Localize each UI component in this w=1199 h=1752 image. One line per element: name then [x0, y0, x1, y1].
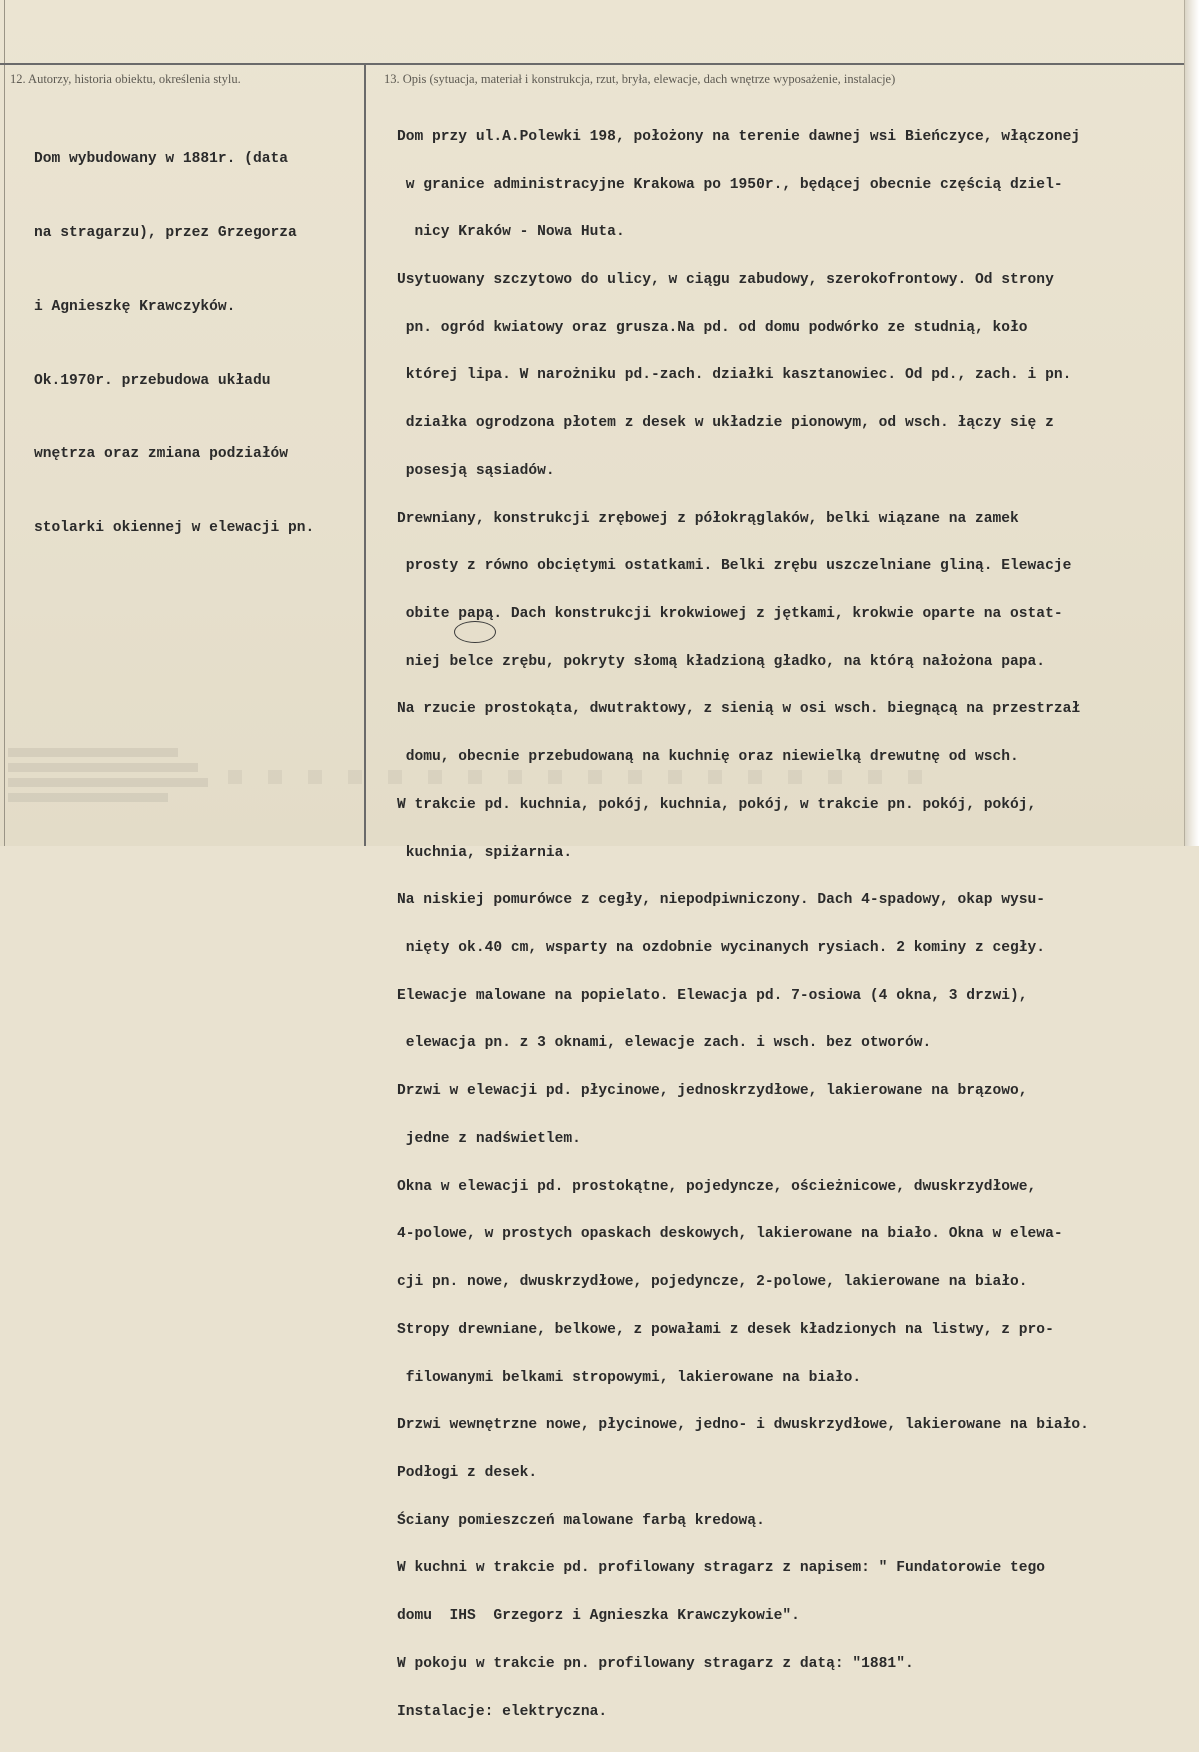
text-line: domu, obecnie przebudowaną na kuchnię oraz niewielką drewutnę od wsch. [397, 749, 1019, 766]
text-line: i Agnieszkę Krawczyków. [34, 298, 236, 315]
header-rule [0, 63, 1199, 65]
text-line: Dom wybudowany w 1881r. (data [34, 151, 288, 168]
text-line: elewacja pn. z 3 oknami, elewacje zach. i wsch. bez otworów. [397, 1035, 932, 1052]
text-line: jedne z nadświetlem. [397, 1130, 581, 1147]
text-line: na stragarzu), przez Grzegorza [34, 224, 297, 241]
text-line: Dom przy ul.A.Polewki 198, położony na terenie dawnej wsi Bieńczyce, włączonej [397, 128, 1081, 145]
text-line: cji pn. nowe, dwuskrzydłowe, pojedyncze, 2-polowe, lakierowane na biało. [397, 1274, 1028, 1291]
text-line: Usytuowany szczytowo do ulicy, w ciągu zabudowy, szerokofrontowy. Od strony [397, 271, 1054, 288]
text-line: W kuchni w trakcie pd. profilowany stragarz z napisem: " Fundatorowie tego [397, 1560, 1046, 1577]
text-line: Stropy drewniane, belkowe, z powałami z desek kładzionych na listwy, z pro- [397, 1321, 1054, 1338]
card-left-edge [4, 0, 5, 846]
text-line: pn. ogród kwiatowy oraz grusza.Na pd. od domu podwórko ze studnią, koło [397, 319, 1028, 336]
text-line: nięty ok.40 cm, wsparty na ozdobnie wycinanych rysiach. 2 kominy z cegły. [397, 940, 1046, 957]
text-line: stolarki okiennej w elewacji pn. [34, 520, 315, 537]
text-line: obite papą. Dach konstrukcji krokwiowej z jętkami, krokwie oparte na ostat- [397, 606, 1063, 622]
faded-stamp-bleedthrough [8, 742, 218, 812]
text-line: prosty z równo obciętymi ostatkami. Belki zrębu uszczelniane gliną. Elewacje [397, 558, 1072, 575]
text-line: domu IHS Grzegorz i Agnieszka Krawczykowie". [397, 1608, 800, 1625]
text-line: Na rzucie prostokąta, dwutraktowy, z sienią w osi wsch. biegnącą na przestrzał [397, 701, 1081, 718]
text-line: wnętrza oraz zmiana podziałów [34, 446, 288, 463]
text-line: filowanymi belkami stropowymi, lakierowane na biało. [397, 1369, 862, 1386]
text-line: Na niskiej pomurówce z cegły, niepodpiwniczony. Dach 4-spadowy, okap wysu- [397, 892, 1046, 909]
faded-bleedthrough-band [228, 770, 948, 784]
card-right-edge [1184, 0, 1185, 846]
section-13-text [397, 98, 1089, 1752]
text-line: Instalacje: elektryczna. [397, 1703, 608, 1720]
text-line: Drzwi wewnętrzne nowe, płycinowe, jedno- i dwuskrzydłowe, lakierowane na biało. [397, 1417, 1089, 1434]
text-line: Okna w elewacji pd. prostokątne, pojedyncze, ościeżnicowe, dwuskrzydłowe, [397, 1178, 1037, 1195]
text-line: posesją sąsiadów. [397, 462, 555, 479]
column-divider [364, 63, 366, 846]
text-line: W pokoju w trakcie pn. profilowany stragarz z datą: "1881". [397, 1655, 914, 1672]
ihs-hand-circle [454, 621, 496, 643]
text-line: Podłogi z desek. [397, 1464, 538, 1481]
text-line: Ściany pomieszczeń malowane farbą kredową. [397, 1512, 765, 1529]
text-line: nicy Kraków - Nowa Huta. [397, 224, 625, 241]
text-line: W trakcie pd. kuchnia, pokój, kuchnia, pokój, w trakcie pn. pokój, pokój, [397, 796, 1037, 813]
text-line: w granice administracyjne Krakowa po 1950r., będącej obecnie częścią dziel- [397, 176, 1063, 193]
text-line: kuchnia, spiżarnia. [397, 844, 573, 861]
section-12-text [34, 98, 314, 590]
text-line: Ok.1970r. przebudowa układu [34, 372, 271, 389]
card-right-margin [1184, 0, 1199, 846]
text-line: Elewacje malowane na popielato. Elewacja pd. 7-osiowa (4 okna, 3 drzwi), [397, 987, 1028, 1004]
text-line: niej belce zrębu, pokryty słomą kładzioną gładko, na którą nałożona papa. [397, 653, 1046, 670]
text-line: działka ogrodzona płotem z desek w układzie pionowym, od wsch. łączy się z [397, 415, 1054, 432]
section-12-header: 12. Autorzy, historia obiektu, określenia stylu. [10, 72, 241, 86]
text-line: Drewniany, konstrukcji zrębowej z półokrąglaków, belki wiązane na zamek [397, 510, 1019, 527]
text-line: 4-polowe, w prostych opaskach deskowych, lakierowane na biało. Okna w elewa- [397, 1226, 1063, 1243]
text-line: Drzwi w elewacji pd. płycinowe, jednoskrzydłowe, lakierowane na brązowo, [397, 1083, 1028, 1100]
section-13-header: 13. Opis (sytuacja, materiał i konstrukcja, rzut, bryła, elewacje, dach wnętrze wyposażenie, instalacje) [384, 72, 896, 86]
text-line: której lipa. W narożniku pd.-zach. działki kasztanowiec. Od pd., zach. i pn. [397, 367, 1072, 384]
